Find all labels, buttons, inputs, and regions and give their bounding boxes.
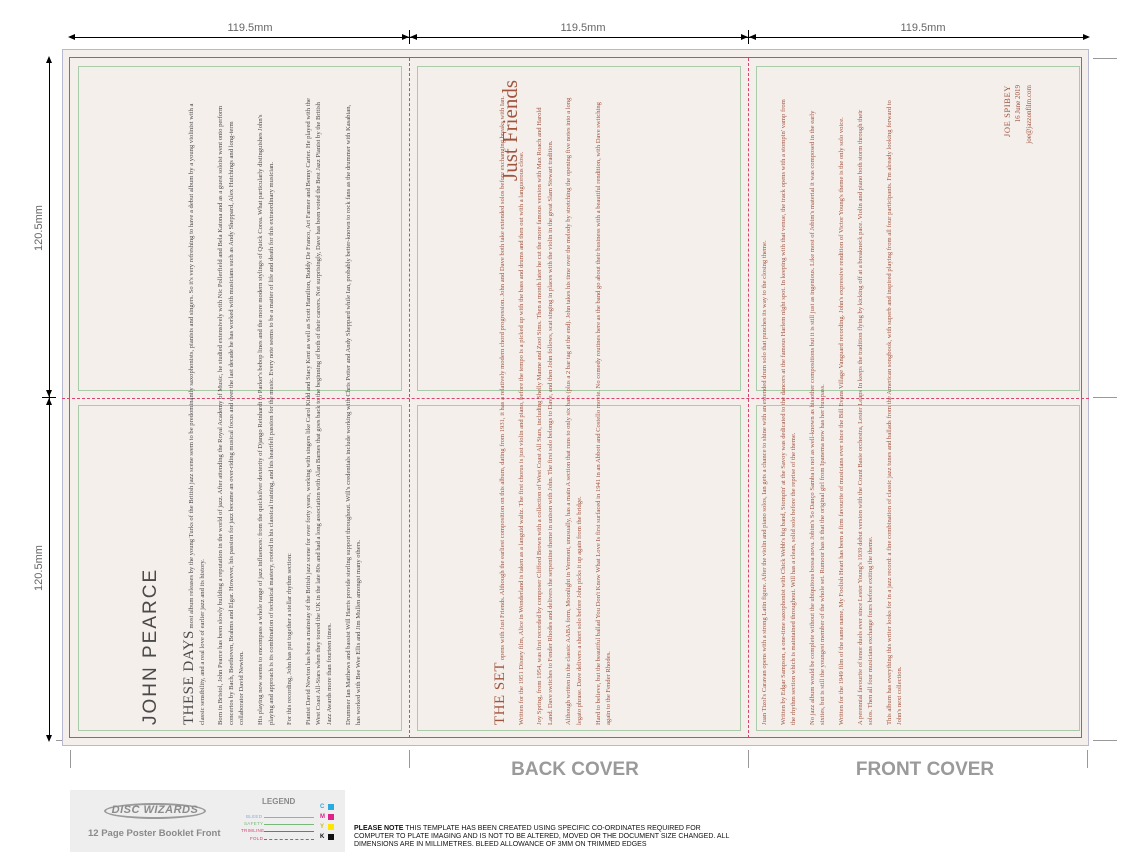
crop-mark — [409, 750, 410, 768]
album-title: Just Friends — [498, 80, 522, 181]
cyan-swatch — [328, 804, 334, 810]
legend-box — [70, 790, 345, 852]
inside-paragraph: His playing now seems to encompass a whole range of jazz influences: from the quicksilver dexterity of Django Reinhardt to Parker's bebop lines and the more modern stylings of Quick Corea. What particularly distinguishes John's playing and approach is its combination of technical mastery, rooted in his classical training, and his heartfelt passion for the music. Every note seems to be a matter of life and death for this extraordinary musician. — [256, 114, 275, 725]
inside-panel-content — [136, 95, 394, 725]
arrow-right-icon — [1083, 34, 1090, 40]
crop-mark — [1093, 740, 1117, 741]
author-name: JOE SPIBEY — [1002, 85, 1012, 138]
legend-fold-line — [264, 839, 314, 840]
inside-paragraph: Born in Bristol, John Pearce has been slowly building a reputation in the world of jazz. After attending the Royal Academy of Music, he studied extensively with Nic Pollerfield and Bela Katona and as a guest soloist went onto perform concertos by Bach, Beethoven, Brahms and Elgar. However, his passion for jazz became an over-riding musical focus and over the last decade he has worked with musicians such as Andy Sheppard, Alex Hutchings and long-term collaborator David Newton. — [217, 105, 246, 725]
arrow-up-icon — [46, 398, 52, 405]
crop-mark — [748, 750, 749, 768]
front-paragraph: No jazz album would be complete without the ubiquitous bossa nova. Jobim's So Danço Samba is not as well-known as his other compositions but it is still just as ingenious. Like most of Jobim's material it was composed in the early sixties, but is still the youngest member of the whole set. Rumour has it that the original girl from Ipanema now has her bus pass. — [808, 110, 827, 725]
yellow-swatch — [328, 824, 334, 830]
height-label — [33, 538, 45, 598]
front-paragraph: Juan Tizol's Caravan opens with a strong Latin figure. After the violin and piano solos, Ian gets a chance to shine with an extended drum solo that punches its way to the closing theme. — [761, 240, 768, 725]
notice-text: THIS TEMPLATE HAS BEEN CREATED USING SPECIFIC CO-ORDINATES REQUIRED FOR COMPUTER TO PLATE IMAGING AND IS NOT TO BE ALTERED, MOVED OR THE DOCUMENT SIZE CHANGED. ALL DIMENSIONS ARE IN MILLIMETRES. BLEED ALLOWANCE OF 3MM ON TRIMMED EDGES — [354, 825, 730, 849]
intro-dropcap: THESE DAYS — [181, 630, 197, 725]
cmyk-m-label: M — [320, 814, 326, 820]
legend-trimline-line — [264, 831, 314, 832]
set-text: opens with Just Friends. Although the earliest composition on this album, dating from 1931, it has a relatively modern chord progression. John and Dave both take extended solos before exchanging breaks with Ian. — [499, 96, 506, 661]
legend-bleed-line — [264, 817, 314, 818]
legend-trimline-label: TRIMLINE — [241, 828, 265, 833]
width-label: 119.5mm — [227, 22, 273, 34]
magenta-swatch — [328, 814, 334, 820]
arrow-left-icon — [410, 34, 417, 40]
cmyk-y-label: Y — [320, 824, 325, 830]
inside-paragraph: For this recording, John has put together a stellar rhythm section: — [286, 553, 294, 725]
back-paragraph: Written for the 1951 Disney film, Alice in Wonderland is taken as a languid waltz. The first chorus is just violin and piano, before the tempo is a picked up with the bass and drums and then out with a languorous close. — [517, 151, 525, 725]
crop-mark — [1093, 397, 1117, 398]
height-label-text: 120.5mm — [33, 205, 45, 251]
legend-safety-label: SAFETY — [244, 821, 264, 826]
front-paragraph: This album has everything this writer looks for in a jazz record: a fine combination of classic jazz tunes and ballads from the American songbook, with superb and inspired playing from all four participants. I'm already looking forward to John's next collection. — [885, 100, 904, 725]
inside-paragraph: Pianist David Newton has been a mainstay of the British jazz scene for over forty years, working with singers like Carol Kidd and Stacy Kent as well as Scott Hamilton, Buddy De Franco, Art Farmer and Benny Carter. He played with the West Coast All-Stars when they toured the UK in the late 80s and had a long association with Alan Barnes that goes back to the beginning of both of their careers. Not surprisingly, Dave has been voted the Best Jazz Pianist by the British Jazz Awards more than fourteen times. — [304, 98, 333, 725]
arrow-down-icon — [46, 390, 52, 397]
notice-bold: PLEASE NOTE — [354, 825, 404, 832]
intro-text: most album releases by the young Turks of the British jazz scene seem to be predominantly saxophonists, pianists and singers. So it's very refreshing to have a debut album by a young violinist with a classic sensibility, and a real love of earlier jazz and its history. — [188, 103, 206, 725]
arrow-down-icon — [46, 735, 52, 742]
arrow-right-icon — [402, 34, 409, 40]
crop-mark — [1093, 58, 1117, 59]
author-info — [1002, 85, 1035, 195]
arrow-right-icon — [741, 34, 748, 40]
front-paragraph: Written by Edgar Sampson, a one-time saxophonist with Chick Webb's big band, Stompin' at the Savoy was dedicated to the dancers at the famous Harlem night spot. In keeping with that venue, the track opens with a stompin' vamp from the rhythm section which is maintained throughout. Will has a clean, solid solo before the reprise of the theme. — [779, 99, 798, 725]
dimension-line-top — [70, 37, 1088, 38]
back-paragraph: Joy Spring, from 1954, was first recorded by composer Clifford Brown with a collection of West Coast All Stars, including Shelly Manne and Zoot Sims. Then a month later he cut the more famous version with Max Roach and Harold Land. Dave switches to Fender Rhodes and delivers the serpentine theme in unison with John. The first solo belongs to Dave, and then John follows, scat singing in places with the violin in the great Slam Stewart tradition. — [536, 107, 554, 725]
legend-title: LEGEND — [262, 797, 296, 806]
front-paragraph: A perennial favourite of tenor duels ever since Lester Young's 1939 debut version with the Count Basie orchestra, Lester Leaps In keeps the tradition flying by kicking off at a breakneck pace. Violin and piano both storm through their solos. Then all four musicians exchange fours before exiting the theme. — [856, 109, 875, 725]
artist-name: JOHN PEARCE — [140, 567, 161, 725]
set-dropcap: THE SET — [492, 661, 508, 725]
back-paragraph: Although written in the classic AABA form, Moonlight in Vermont, unusually, has a main A section that runs to only six bars (plus a 2 bar tag at the end). John takes his time over the melody by stretching the opening five notes into a long legato phrase. Dave delivers a short solo before John picks it up again from the bridge. — [565, 97, 583, 725]
product-name: 12 Page Poster Booklet Front — [88, 828, 221, 839]
width-label: 119.5mm — [900, 22, 946, 34]
arrow-up-icon — [46, 56, 52, 63]
arrow-left-icon — [68, 34, 75, 40]
author-email: joe@jazzonfilm.com — [1025, 85, 1033, 144]
crop-mark — [1087, 750, 1088, 768]
intro-paragraph — [181, 95, 208, 725]
front-paragraph: Written for the 1949 film of the same name, My Foolish Heart has been a firm favourite of musicians ever since the Bill Evans Village Vanguard recording. John's expressive rendition of Victor Young's theme is the only solo voice. — [837, 117, 845, 725]
front-panel-content — [760, 95, 1010, 725]
front-text — [760, 95, 906, 725]
crop-mark — [70, 750, 71, 768]
arrow-left-icon — [749, 34, 756, 40]
legend-bleed-label: BLEED — [246, 814, 263, 819]
legend-safety-line — [264, 824, 314, 825]
cmyk-c-label: C — [320, 804, 325, 810]
height-label — [33, 198, 45, 258]
inside-text — [181, 95, 365, 725]
front-cover-label: FRONT COVER — [855, 759, 995, 780]
author-block — [1002, 85, 1042, 195]
black-swatch — [328, 834, 334, 840]
back-cover-label: BACK COVER — [511, 759, 639, 780]
back-title-block — [498, 80, 528, 210]
template-notice — [354, 825, 734, 850]
inside-paragraph: Drummer Ian Matthews and bassist Will Harris provide sterling support throughout. Will's credentials include working with Chris Potter and Andy Sheppard while Ian, probably better-known to rock fans as the drummer with Kasabian, has worked with Bee Wee Ellis and Jim Mullen amongst many others. — [344, 104, 363, 725]
height-label-text: 120.5mm — [33, 545, 45, 591]
logo-text: DISC WIZARDS — [111, 804, 199, 816]
back-paragraph: Hard to believe, but the beautiful ballad You Don't Know What Love Is first surfaced in 1941 in an Abbott and Costello movie. No comedy routines here as the band go about their business with a beautiful rendition, with Dave switching again to the Fender Rhodes. — [594, 102, 613, 725]
legend-fold-label: FOLD — [250, 836, 264, 841]
width-label: 119.5mm — [560, 22, 606, 34]
review-date: 16 June 2019 — [1014, 85, 1022, 123]
cmyk-k-label: K — [320, 834, 325, 840]
